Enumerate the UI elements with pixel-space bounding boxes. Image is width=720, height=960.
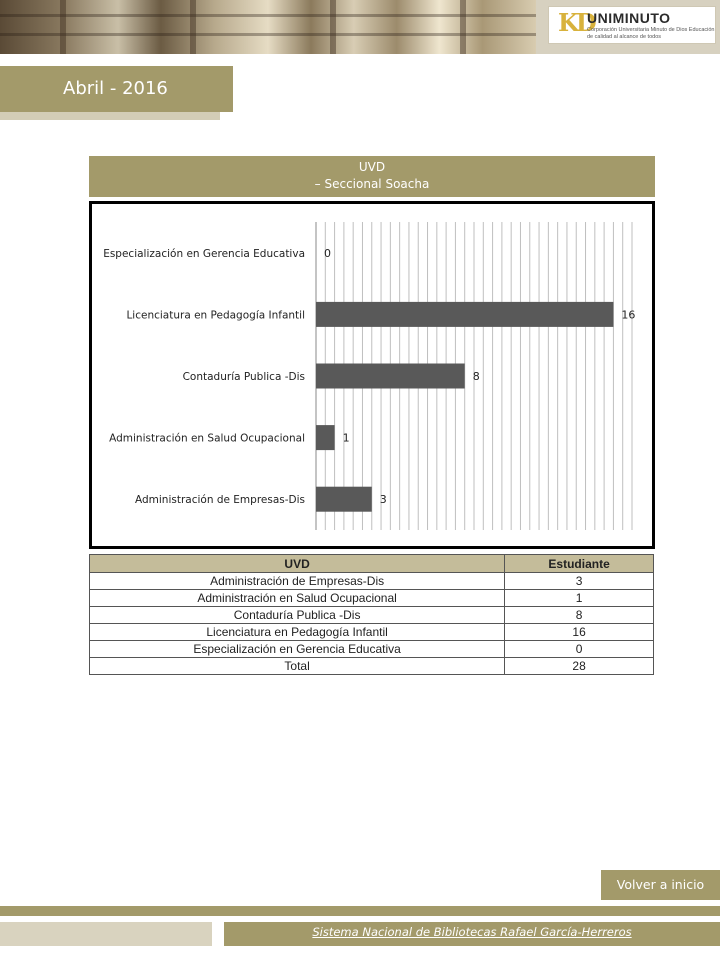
shelf-line: [0, 14, 536, 17]
cell-program: Especialización en Gerencia Educativa: [90, 641, 505, 658]
back-to-home-button[interactable]: Volver a inicio: [601, 870, 720, 900]
bar: [316, 425, 335, 450]
shelf-post: [460, 0, 466, 54]
column-header-estudiante: Estudiante: [505, 555, 654, 573]
section-header: [89, 156, 655, 197]
cell-total-label: Total: [90, 658, 505, 675]
cell-count: 8: [505, 607, 654, 624]
cell-total-count: 28: [505, 658, 654, 675]
shelf-post: [190, 0, 196, 54]
table-row: [90, 573, 654, 590]
section-subtitle: – Seccional Soacha: [314, 177, 430, 191]
data-label: 16: [621, 308, 636, 322]
cell-program: Licenciatura en Pedagogía Infantil: [90, 624, 505, 641]
data-label: 3: [379, 493, 387, 507]
cell-count: 0: [505, 641, 654, 658]
footer-divider: [0, 906, 720, 916]
shelf-post: [330, 0, 336, 54]
table-row: [90, 624, 654, 641]
table-row: [90, 641, 654, 658]
cell-program: Administración de Empresas-Dis: [90, 573, 505, 590]
table-row: [90, 607, 654, 624]
logo-mark-icon: KD: [558, 8, 594, 37]
footer-system-link[interactable]: Sistema Nacional de Bibliotecas Rafael García-Herreros: [312, 925, 632, 939]
section-title: UVD: [358, 160, 386, 174]
logo-name: UNIMINUTO: [587, 10, 671, 26]
library-photo: [0, 0, 536, 54]
bar-chart: [89, 201, 655, 549]
table-row: [90, 590, 654, 607]
shelf-line: [0, 33, 536, 36]
bar: [316, 487, 372, 512]
data-label: 0: [324, 246, 331, 260]
cell-program: Contaduría Publica -Dis: [90, 607, 505, 624]
category-label: Administración de Empresas-Dis: [135, 494, 305, 507]
cell-count: 3: [505, 573, 654, 590]
cell-count: 16: [505, 624, 654, 641]
data-label: 1: [342, 431, 350, 445]
page-title: Abril - 2016: [63, 78, 168, 99]
logo-subtitle: Corporación Universitaria Minuto de Dios Educación de calidad al alcance de todos: [587, 27, 715, 40]
column-header-uvd: UVD: [90, 555, 505, 573]
bar: [316, 364, 465, 389]
category-label: Especialización en Gerencia Educativa: [103, 247, 305, 260]
category-label: Contaduría Publica -Dis: [182, 371, 305, 383]
cell-count: 1: [505, 590, 654, 607]
category-label: Administración en Salud Ocupacional: [109, 432, 305, 445]
bar-chart-svg: [92, 204, 652, 546]
category-label: Licenciatura en Pedagogía Infantil: [126, 309, 305, 322]
bar: [316, 302, 613, 327]
table-header-row: [90, 555, 654, 573]
cell-program: Administración en Salud Ocupacional: [90, 590, 505, 607]
table-total-row: [90, 658, 654, 675]
data-label: 8: [472, 370, 480, 383]
footer-left-block: [0, 922, 212, 946]
data-table: [89, 554, 654, 675]
shelf-post: [60, 0, 66, 54]
